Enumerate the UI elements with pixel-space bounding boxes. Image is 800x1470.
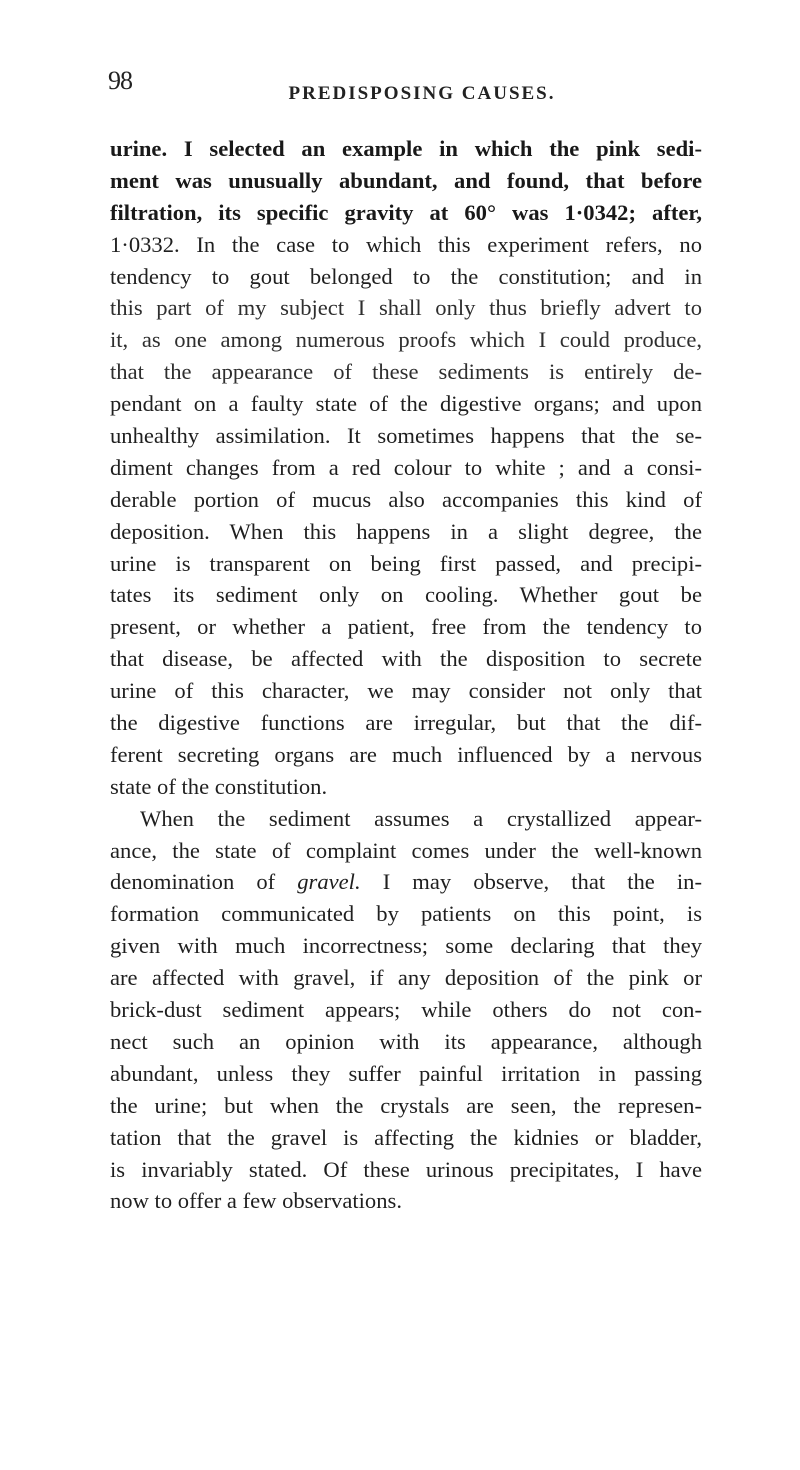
text-line: that disease, be affected with the disposition to secrete xyxy=(110,646,702,672)
text-line: nect such an opinion with its appearance, although xyxy=(110,1028,702,1054)
text-line: pendant on a faulty state of the digestive organs; and upon xyxy=(110,391,702,417)
text-line: unhealthy assimilation. It sometimes happens that the se- xyxy=(110,423,702,449)
text-line: state of the constitution. xyxy=(110,773,328,799)
text-line: urine of this character, we may consider not only that xyxy=(110,678,702,704)
text-line: derable portion of mucus also accompanies this kind of xyxy=(110,486,702,512)
text-line: given with much incorrectness; some declaring that they xyxy=(110,933,702,959)
text-line: ance, the state of complaint comes under the well-known xyxy=(110,837,702,863)
paragraph-1 xyxy=(110,133,702,803)
text-line: brick-dust sediment appears; while others do not con- xyxy=(110,997,702,1023)
body-text xyxy=(110,133,702,1217)
text-line: present, or whether a patient, free from the tendency to xyxy=(110,614,702,640)
text-line: urine is transparent on being first passed, and precipi- xyxy=(110,550,702,576)
text-segment: I may observe, that the in- xyxy=(360,869,702,895)
text-line: tendency to gout belonged to the constitution; and in xyxy=(110,263,702,289)
text-line: the digestive functions are irregular, but that the dif- xyxy=(110,710,702,736)
text-line: formation communicated by patients on this point, is xyxy=(110,901,702,927)
text-line: this part of my subject I shall only thus briefly advert to xyxy=(110,295,702,321)
running-head-title: PREDISPOSING CAUSES. xyxy=(288,83,556,104)
text-line-with-italic xyxy=(110,866,702,898)
text-segment: denomination of xyxy=(110,869,298,895)
text-line: tation that the gravel is affecting the kidnies or bladder, xyxy=(110,1124,702,1150)
text-line: is invariably stated. Of these urinous precipitates, I have xyxy=(110,1156,702,1182)
text-line: deposition. When this happens in a slight degree, the xyxy=(110,518,702,544)
text-line: the urine; but when the crystals are seen, the represen- xyxy=(110,1092,702,1118)
text-line: diment changes from a red colour to white ; and a consi- xyxy=(110,454,702,480)
running-head xyxy=(0,83,800,105)
text-line: filtration, its specific gravity at 60° was 1·0342; after, xyxy=(110,199,702,225)
text-line: When the sediment assumes a crystallized appear- xyxy=(140,805,702,831)
text-line: abundant, unless they suffer painful irritation in passing xyxy=(110,1060,702,1086)
text-line: now to offer a few observations. xyxy=(110,1188,402,1214)
paragraph-2 xyxy=(110,803,702,1218)
page-number: 98 xyxy=(108,66,132,95)
text-line: are affected with gravel, if any deposition of the pink or xyxy=(110,965,702,991)
text-line: that the appearance of these sediments is entirely de- xyxy=(110,359,702,385)
text-line: urine. I selected an example in which the pink sedi- xyxy=(110,136,702,161)
text-line: it, as one among numerous proofs which I could produce, xyxy=(110,327,702,353)
text-line: ferent secreting organs are much influenced by a nervous xyxy=(110,741,702,767)
text-line: tates its sediment only on cooling. Whether gout be xyxy=(110,582,702,608)
italic-term: gravel. xyxy=(297,869,361,895)
text-line: ment was unusually abundant, and found, that before xyxy=(110,167,702,193)
text-line: 1·0332. In the case to which this experiment refers, no xyxy=(110,231,702,257)
